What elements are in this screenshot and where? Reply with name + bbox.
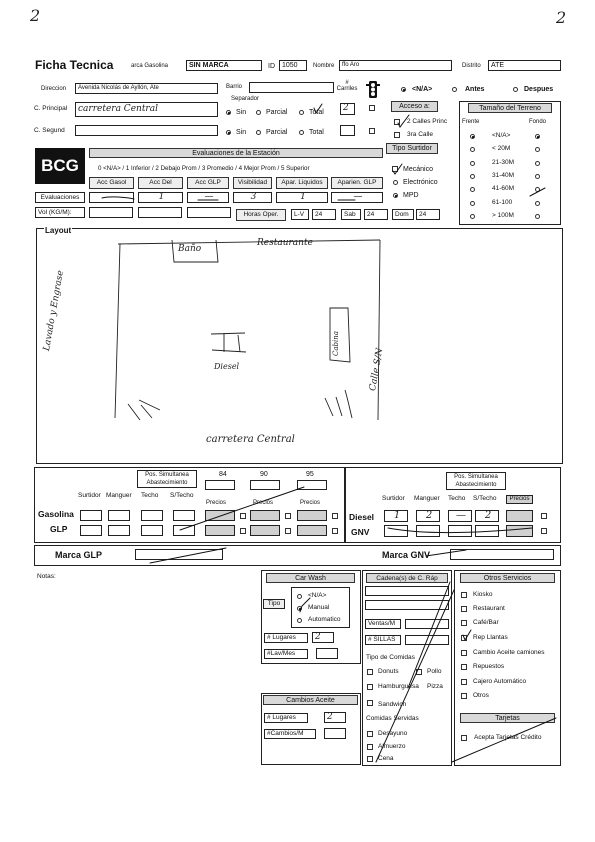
eval-button[interactable]: Acc Gasol bbox=[89, 177, 134, 189]
lugares-label: # Lugares bbox=[264, 633, 308, 643]
pos-sim-right: Pos. Simultanea Abastecimiento bbox=[446, 472, 506, 490]
terreno-header: Tamaño del Terreno bbox=[468, 103, 552, 113]
separador-label: Separador bbox=[231, 96, 260, 102]
otros-item-label: Cajero Automático bbox=[473, 678, 527, 685]
form-title: Ficha Tecnica bbox=[35, 58, 114, 72]
cena-label: Cena bbox=[378, 755, 394, 762]
glp-label: GLP bbox=[50, 524, 68, 534]
fuel-cell[interactable]: 1 bbox=[384, 510, 408, 522]
evaluaciones-header: Evaluaciones de la Estación bbox=[89, 148, 383, 158]
nombre-label: Nombre bbox=[313, 63, 335, 69]
sab-field[interactable]: 24 bbox=[364, 209, 388, 220]
dom-field[interactable]: 24 bbox=[416, 209, 440, 220]
page-mark-left: 2 bbox=[30, 6, 41, 25]
segund-label: C. Segund bbox=[34, 127, 65, 134]
layout-calle-text: Calle S/N bbox=[368, 347, 386, 392]
tipo-surtidor-header: Tipo Surtidor bbox=[386, 143, 438, 154]
col-stecho-left: S/Techo bbox=[170, 492, 194, 499]
eval-value-field[interactable]: 3 bbox=[233, 192, 272, 203]
distrito-label: Distrito bbox=[462, 63, 481, 69]
col-manguer-left: Manguer bbox=[106, 492, 132, 499]
cambios-header: Cambios Aceite bbox=[263, 695, 358, 705]
cambios-mes-label: #Cambios/M bbox=[264, 729, 316, 739]
sep2-total-label: Total bbox=[309, 129, 324, 136]
eval-value-field[interactable]: 1 bbox=[138, 192, 183, 203]
direccion-label: Direccion bbox=[41, 86, 67, 92]
layout-label: Layout bbox=[45, 226, 72, 235]
otros-item-label: Repuestos bbox=[473, 663, 505, 670]
pos-sim-left: Pos. Simultanea Abastecimiento bbox=[137, 470, 197, 488]
sep2-sin-label: Sin bbox=[236, 129, 247, 136]
acceso-header: Acceso a: bbox=[391, 101, 438, 112]
layout-diesel-text: Diesel bbox=[214, 362, 240, 371]
carriles-field[interactable]: 2 bbox=[340, 103, 355, 115]
acceso-3ra-label: 3ra Calle bbox=[407, 131, 434, 138]
mecanico-label: Mecánico bbox=[403, 166, 433, 173]
tarjetas-header: Tarjetas bbox=[460, 713, 555, 723]
nombre-field[interactable]: ffo Aro bbox=[339, 60, 452, 71]
id-label: ID bbox=[268, 63, 275, 70]
tipo-label: Tipo bbox=[263, 599, 285, 609]
otros-item-label: Restaurant bbox=[473, 605, 505, 612]
fuel-cell[interactable]: 2 bbox=[416, 510, 440, 522]
terreno-option-label: 21-30M bbox=[492, 158, 515, 166]
tipo-auto-label: Automatico bbox=[308, 616, 341, 623]
eval-button[interactable]: Aparien. GLP bbox=[331, 177, 383, 189]
marca-label: arca Gasolina bbox=[131, 63, 169, 69]
eval-value-field[interactable]: 1 bbox=[276, 192, 328, 203]
cambios-lugares-field[interactable]: 2 bbox=[324, 712, 346, 723]
cambios-lugares-label: # Lugares bbox=[264, 713, 308, 723]
desayuno-label: Desayuno bbox=[378, 730, 408, 737]
col-stecho-right: S/Techo bbox=[473, 495, 497, 502]
terreno-option-label: 31-40M bbox=[492, 171, 515, 179]
id-field[interactable]: 1050 bbox=[279, 60, 307, 71]
terreno-option-label: <N/A> bbox=[492, 132, 511, 139]
pollo-label: Pollo bbox=[427, 668, 442, 675]
sillas-label: # SILLAS bbox=[365, 635, 401, 645]
na-label: <N/A> bbox=[412, 86, 433, 93]
col-techo-right: Techo bbox=[448, 495, 466, 502]
precios-84: Precios bbox=[206, 500, 227, 506]
tipo-manual-label: Manual bbox=[308, 604, 330, 611]
terreno-option-label: > 100M bbox=[492, 211, 514, 219]
carwash-header: Car Wash bbox=[266, 573, 355, 583]
sep2-parcial-label: Parcial bbox=[266, 129, 288, 136]
col-manguer-right: Manguer bbox=[414, 495, 440, 502]
terreno-option-label: < 20M bbox=[492, 145, 511, 153]
sab-label: Sab bbox=[341, 209, 361, 220]
direccion-field[interactable]: Avenida Nicolás de Ayllón, Ate bbox=[75, 83, 218, 94]
otros-item-label: Rep Llantas bbox=[473, 634, 508, 641]
horas-oper-button[interactable]: Horas Oper. bbox=[236, 209, 286, 221]
pizza-label: Pizza bbox=[427, 683, 443, 690]
terreno-option-label: 61-100 bbox=[492, 198, 513, 206]
dom-label: Dom bbox=[392, 209, 414, 220]
principal-field[interactable]: carretera Central bbox=[75, 102, 218, 117]
servidas-label: Comidas Servidas bbox=[366, 715, 419, 722]
marca-field[interactable]: SIN MARCA bbox=[186, 60, 262, 71]
hamburguesa-label: Hamburguesa bbox=[378, 683, 419, 690]
fuel-cell[interactable]: 2 bbox=[475, 510, 499, 522]
col-surtidor-left: Surtidor bbox=[78, 492, 101, 499]
layout-bano-text: Baño bbox=[178, 244, 202, 254]
gnv-label: GNV bbox=[351, 527, 370, 537]
octane-84: 84 bbox=[219, 471, 227, 478]
gasolina-label: Gasolina bbox=[38, 509, 74, 519]
bcg-logo: BCG bbox=[35, 148, 85, 184]
col-precios-right: Precios bbox=[506, 495, 533, 504]
sep1-sin-label: Sin bbox=[236, 109, 247, 116]
vol-label: Vol (KG/M): bbox=[35, 207, 85, 218]
layout-carretera-text: carretera Central bbox=[206, 434, 295, 445]
mpd-label: MPD bbox=[403, 192, 419, 199]
lugares-field[interactable]: 2 bbox=[312, 632, 334, 643]
antes-label: Antes bbox=[465, 86, 485, 93]
electronico-label: Electrónico bbox=[403, 179, 438, 186]
despues-label: Despues bbox=[524, 86, 554, 93]
eval-button[interactable]: Visibilidad bbox=[233, 177, 272, 189]
eval-button[interactable]: Acc Del bbox=[138, 177, 183, 189]
layout-lavado-text: Lavado y Engrase bbox=[42, 269, 67, 352]
sandwich-label: Sandwich bbox=[378, 701, 407, 708]
eval-button[interactable]: Acc GLP bbox=[187, 177, 229, 189]
octane-90: 90 bbox=[260, 471, 268, 478]
marca-glp-label: Marca GLP bbox=[55, 550, 103, 560]
ventas-label: Ventas/M bbox=[365, 619, 401, 629]
sep1-total-label: Total bbox=[309, 109, 324, 116]
lav-label: #Lav/Mes bbox=[264, 649, 308, 659]
otros-item-label: Cambio Aceite camiones bbox=[473, 649, 545, 656]
acceso-2calles-label: 2 Calles Princ bbox=[407, 118, 448, 125]
evaluaciones-label: Evaluaciones bbox=[35, 192, 85, 203]
diesel-label: Diesel bbox=[349, 512, 375, 522]
principal-label: C. Principal bbox=[34, 105, 68, 112]
marca-gnv-label: Marca GNV bbox=[382, 550, 431, 560]
terreno-option-label: 41-60M bbox=[492, 185, 515, 193]
layout-restaurante-text: Restaurante bbox=[257, 238, 313, 248]
eval-value-field[interactable]: — bbox=[187, 192, 229, 203]
tipo-comidas-label: Tipo de Comidas bbox=[366, 654, 415, 661]
notas-label: Notas: bbox=[37, 573, 56, 580]
almuerzo-label: Almuerzo bbox=[378, 743, 406, 750]
fuel-cell[interactable]: — bbox=[448, 510, 472, 522]
otros-item-label: Otros bbox=[473, 692, 489, 699]
evaluaciones-scale: 0 <N/A> / 1 Inferior / 2 Debajo Prom / 3 Promedio / 4 Mejor Prom / 5 Superior bbox=[98, 165, 310, 172]
sep1-parcial-label: Parcial bbox=[266, 109, 288, 116]
distrito-field[interactable]: ATE bbox=[488, 60, 561, 71]
fondo-label: Fondo bbox=[529, 119, 547, 125]
otros-item-label: Café/Bar bbox=[473, 619, 499, 626]
cadena-header: Cadena(s) de C. Ráp bbox=[366, 573, 448, 583]
otros-item-label: Kiosko bbox=[473, 591, 493, 598]
layout-cabina-text: Cabina bbox=[332, 331, 340, 356]
carriles-label: # Carriles bbox=[336, 80, 358, 92]
lv-label: L-V bbox=[291, 209, 309, 220]
precios-95: Precios bbox=[300, 500, 321, 506]
tarjetas-label: Acepta Tarjetas Crédito bbox=[474, 734, 542, 741]
lv-field[interactable]: 24 bbox=[312, 209, 336, 220]
eval-button[interactable]: Apar. Liquidos bbox=[276, 177, 328, 189]
otros-header: Otros Servicios bbox=[460, 573, 555, 583]
page-mark-right: 2 bbox=[556, 8, 567, 27]
eval-value-field[interactable]: — bbox=[331, 192, 383, 203]
donuts-label: Donuts bbox=[378, 668, 399, 675]
barrio-label: Barrio bbox=[226, 84, 243, 90]
frente-label: Frente bbox=[462, 119, 480, 125]
precios-90: Precios bbox=[253, 500, 274, 506]
tipo-na-label: <N/A> bbox=[308, 592, 327, 599]
octane-95: 95 bbox=[306, 471, 314, 478]
col-techo-left: Techo bbox=[141, 492, 159, 499]
col-surtidor-right: Surtidor bbox=[382, 495, 405, 502]
